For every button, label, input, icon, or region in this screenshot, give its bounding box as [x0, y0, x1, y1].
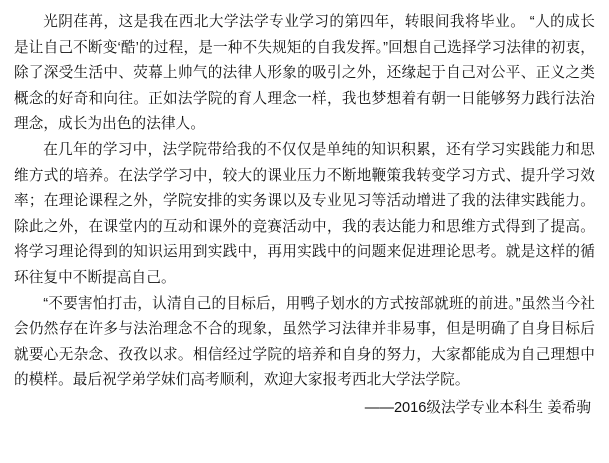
author-signature: ——2016级法学专业本科生 姜希驹 [364, 399, 591, 416]
paragraph-2: 在几年的学习中，法学院带给我的不仅仅是单纯的知识积累，还有学习实践能力和思维方式的培养。在法学学习中，较大的课业压力不断地鞭策我转变学习方式、提升学习效率；在理论课程之外，学院安排的实务课以及专业见习等活动增进了我的法律实践能力。除此之外，在课堂内的互动和课外的竞赛活动中，我的表达能力和思维方式得到了提高。将学习理论得到的知识运用到实践中，再用实践中的问题来促进理论思考。就是这样的循环往复中不断提高自己。 [14, 141, 595, 286]
paragraph-3: “不要害怕打击，认清自己的目标后，用鸭子划水的方式按部就班的前进。”虽然当今社会仍然存在许多与法治理念不合的现象，虽然学习法律并非易事，但是明确了自身目标后就要心无杂念、孜孜以求。相信经过学院的培养和自身的努力，大家都能成为自己理想中的模样。最后祝学弟学妹们高考顺利，欢迎大家报考西北大学法学院。 [14, 295, 595, 389]
paragraph-1: 光阴荏苒，这是我在西北大学法学专业学习的第四年，转眼间我将毕业。 “人的成长是让自己不断变‘酷’的过程，是一种不失规矩的自我发挥。”回想自己选择学习法律的初衷，除了深受生活中、荧幕上帅气的法律人形象的吸引之外，还缘起于自己对公平、正义之类概念的好奇和向往。正如法学院的育人理念一样，我也梦想着有朝一日能够努力践行法治理念，成长为出色的法律人。 [14, 14, 595, 133]
